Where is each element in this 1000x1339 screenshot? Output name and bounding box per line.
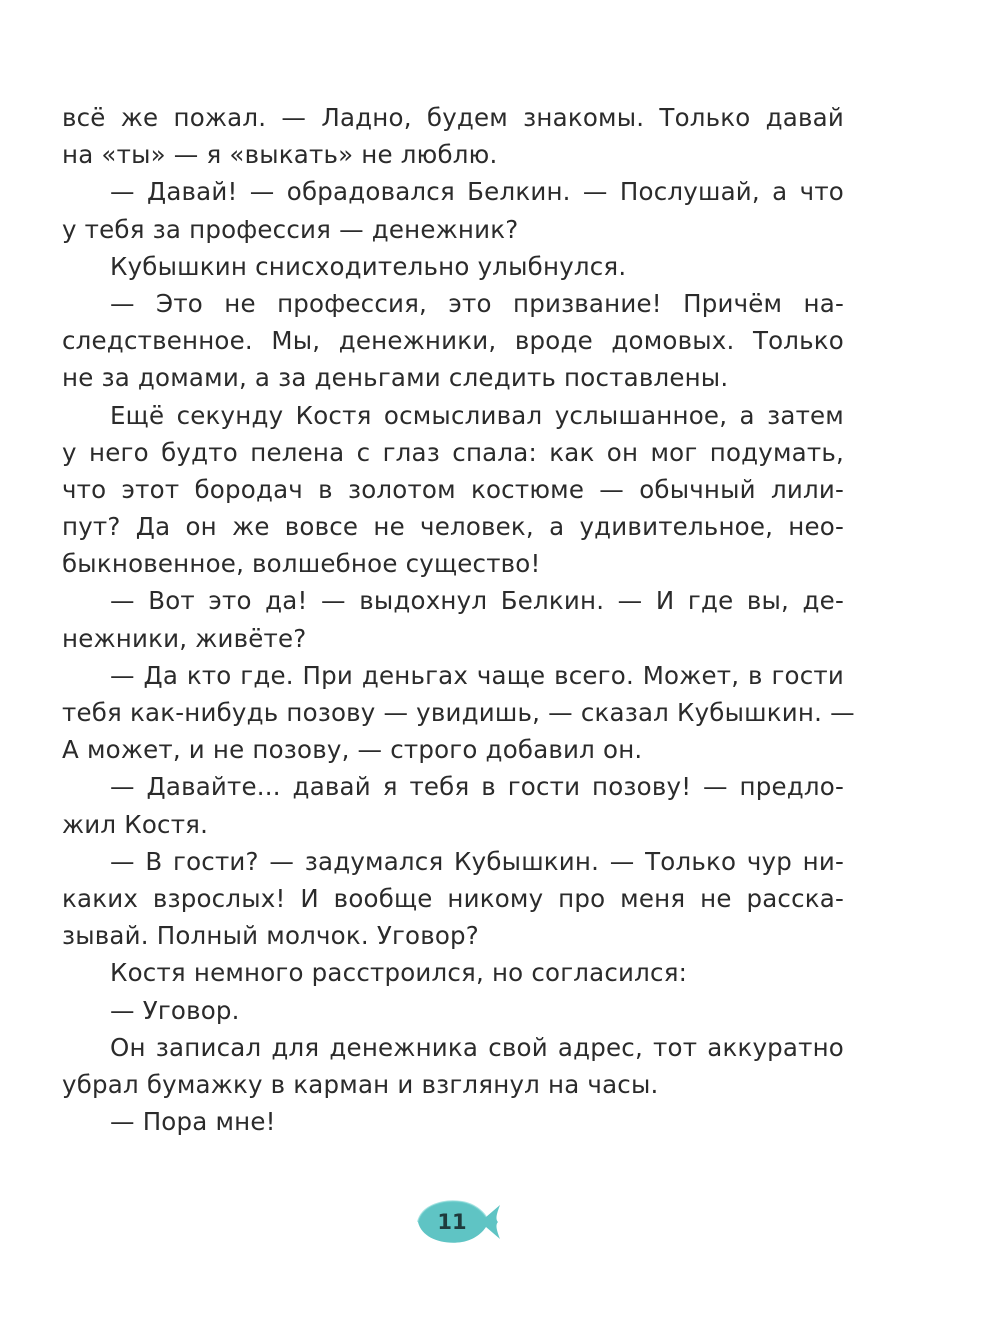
text-line: у него будто пелена с глаз спала: как он мог подумать, <box>62 437 844 467</box>
page-number-marker <box>414 1193 504 1251</box>
body-text <box>62 99 855 1140</box>
text-line: следственное. Мы, денежники, вроде домовых. Только <box>62 326 844 356</box>
text-line: — Уговор. <box>110 995 240 1025</box>
text-line: — Давайте... давай я тебя в гости позову! — предло- <box>110 772 844 802</box>
text-line: — Пора мне! <box>110 1107 276 1137</box>
text-line: — Это не профессия, это призвание! Причём на- <box>110 288 844 318</box>
text-line: не за домами, а за деньгами следить поставлены. <box>62 363 729 393</box>
text-line: убрал бумажку в карман и взглянул на часы. <box>62 1069 659 1099</box>
page-number: 11 <box>437 1210 467 1234</box>
text-line: у тебя за профессия — денежник? <box>62 214 519 244</box>
text-line: А может, и не позову, — строго добавил он. <box>62 735 643 765</box>
text-line: зывай. Полный молчок. Уговор? <box>62 921 480 951</box>
text-line: жил Костя. <box>62 809 209 839</box>
text-line: Костя немного расстроился, но согласился: <box>110 958 688 988</box>
text-line: пут? Да он же вовсе не человек, а удивительное, нео- <box>62 512 844 542</box>
text-line: каких взрослых! И вообще никому про меня не расска- <box>62 883 844 913</box>
text-line: — Да кто где. При деньгах чаще всего. Может, в гости <box>110 660 844 690</box>
text-line: быкновенное, волшебное существо! <box>62 549 541 579</box>
text-line: на «ты» — я «выкать» не люблю. <box>62 140 498 170</box>
text-line: — Вот это да! — выдохнул Белкин. — И где вы, де- <box>110 586 844 616</box>
text-line: — В гости? — задумался Кубышкин. — Только чур ни- <box>110 846 844 876</box>
text-line: всё же пожал. — Ладно, будем знакомы. Только давай <box>62 103 844 132</box>
text-line: Кубышкин снисходительно улыбнулся. <box>110 251 627 281</box>
text-line: что этот бородач в золотом костюме — обычный лили- <box>62 474 844 504</box>
text-line: Ещё секунду Костя осмысливал услышанное, а затем <box>110 400 844 430</box>
text-line: нежники, живёте? <box>62 623 307 653</box>
text-line: тебя как-нибудь позову — увидишь, — сказал Кубышкин. — <box>62 698 855 727</box>
text-line: — Давай! — обрадовался Белкин. — Послушай, а что <box>110 177 844 207</box>
text-line: Он записал для денежника свой адрес, тот аккуратно <box>110 1032 844 1062</box>
